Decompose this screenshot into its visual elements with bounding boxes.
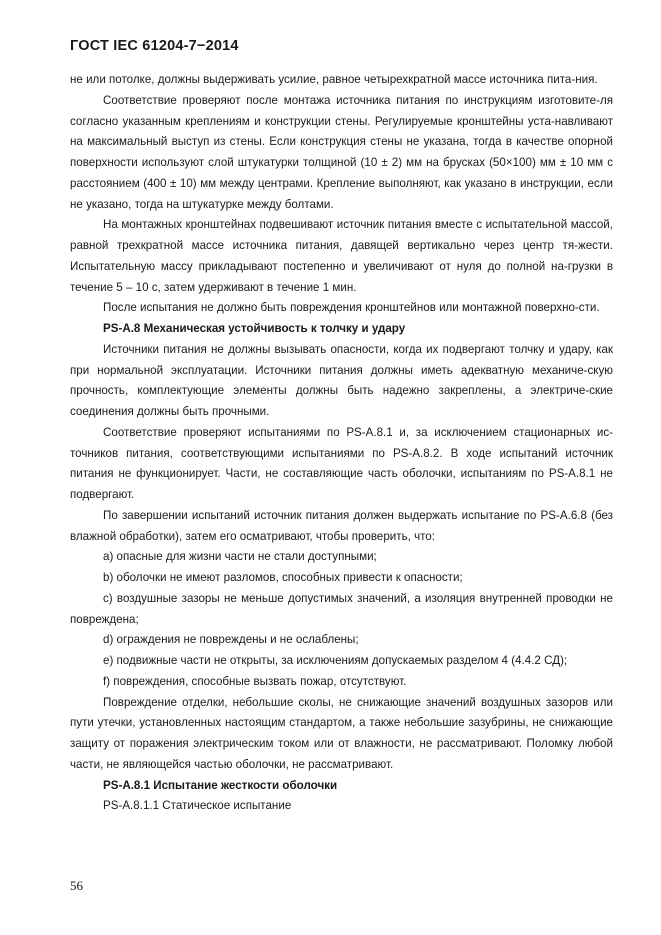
- list-item-c: c) воздушные зазоры не меньше допустимых значений, а изоляция внутренней проводки не повреждена;: [70, 591, 613, 626]
- paragraph-mechanical-strength: Источники питания не должны вызывать опасности, когда их подвергают толчку и удару, как при нормальной эксплуатации. Источники питания должны иметь адекватную механиче-скую прочность, комплектующие элементы должны быть надежно закреплены, а электриче-ские соединения должны быть прочными.: [70, 342, 613, 418]
- list-item-b: b) оболочки не имеют разломов, способных привести к опасности;: [103, 571, 463, 584]
- paragraph-compliance-mounting: Соответствие проверяют после монтажа источника питания по инструкциям изготовите-ля согласно указанным креплениям и конструкции стены. Регулируемые кронштейны уста-навливают на максимальный выступ из стены. Если конструкция стены не указана, тогда в качестве опорной поверхности используют слой штукатурки толщиной (10 ± 2) мм на брусках (50×100) мм ± 10 мм с расстоянием (400 ± 10) мм между центрами. Крепление выполняют, как указано в инструкции, если не указано, тогда на штукатурке между болтами.: [70, 93, 613, 211]
- document-header-title: ГОСТ IEC 61204-7−2014: [70, 38, 239, 54]
- paragraph-damage-note: Повреждение отделки, небольшие сколы, не снижающие значений воздушных зазоров или пути утечки, установленных настоящим стандартом, а также небольшие зазубрины, не снижающие защиту от поражения электрическим током или от влажности, не рассматривают. Поломку любой части, не являющейся частью оболочки, не рассматривают.: [70, 695, 613, 771]
- list-item-f: f) повреждения, способные вызвать пожар, отсутствуют.: [103, 674, 407, 688]
- paragraph-test-mass: На монтажных кронштейнах подвешивают источник питания вместе с испытательной массой, равной трехкратной массе источника питания, давящей вертикально через центр тя-жести. Испытательную массу прикладывают постепенно и увеличивают от нуля до полной на-грузки в течение 5 – 10 с, затем удерживают в течение 1 мин.: [70, 218, 613, 294]
- section-heading-ps-a81: PS-A.8.1 Испытание жесткости оболочки: [103, 778, 338, 792]
- document-body: [70, 70, 613, 817]
- list-item-a: a) опасные для жизни части не стали доступными;: [103, 550, 377, 564]
- list-item-e: e) подвижные части не открыты, за исключениям допускаемых разделом 4 (4.4.2 СД);: [103, 654, 568, 667]
- paragraph-after-test: После испытания не должно быть повреждения кронштейнов или монтажной поверхно-сти.: [103, 301, 600, 315]
- paragraph-inspection-intro: По завершении испытаний источник питания должен выдержать испытание по PS-A.6.8 (без влажной обработки), затем его осматривают, чтобы проверить, что:: [70, 508, 613, 543]
- section-heading-ps-a8: PS-A.8 Механическая устойчивость к толчку и удару: [103, 322, 406, 335]
- list-item-d: d) ограждения не повреждены и не ослаблены;: [103, 633, 359, 647]
- subsection-heading-ps-a811: PS-A.8.1.1 Статическое испытание: [103, 799, 292, 813]
- paragraph-continuation: не или потолке, должны выдерживать усилие, равное четырехкратной массе источника пита-ния.: [70, 73, 598, 86]
- page-number: 56: [70, 878, 83, 893]
- paragraph-compliance-tests: Соответствие проверяют испытаниями по PS-A.8.1 и, за исключением стационарных ис-точников питания, соответствующими испытаниями по PS-A.8.2. В ходе испытаний источник питания не функционирует. Части, не составляющие часть оболочки, испытаниям по PS-A.8.1 не подвергают.: [70, 425, 613, 501]
